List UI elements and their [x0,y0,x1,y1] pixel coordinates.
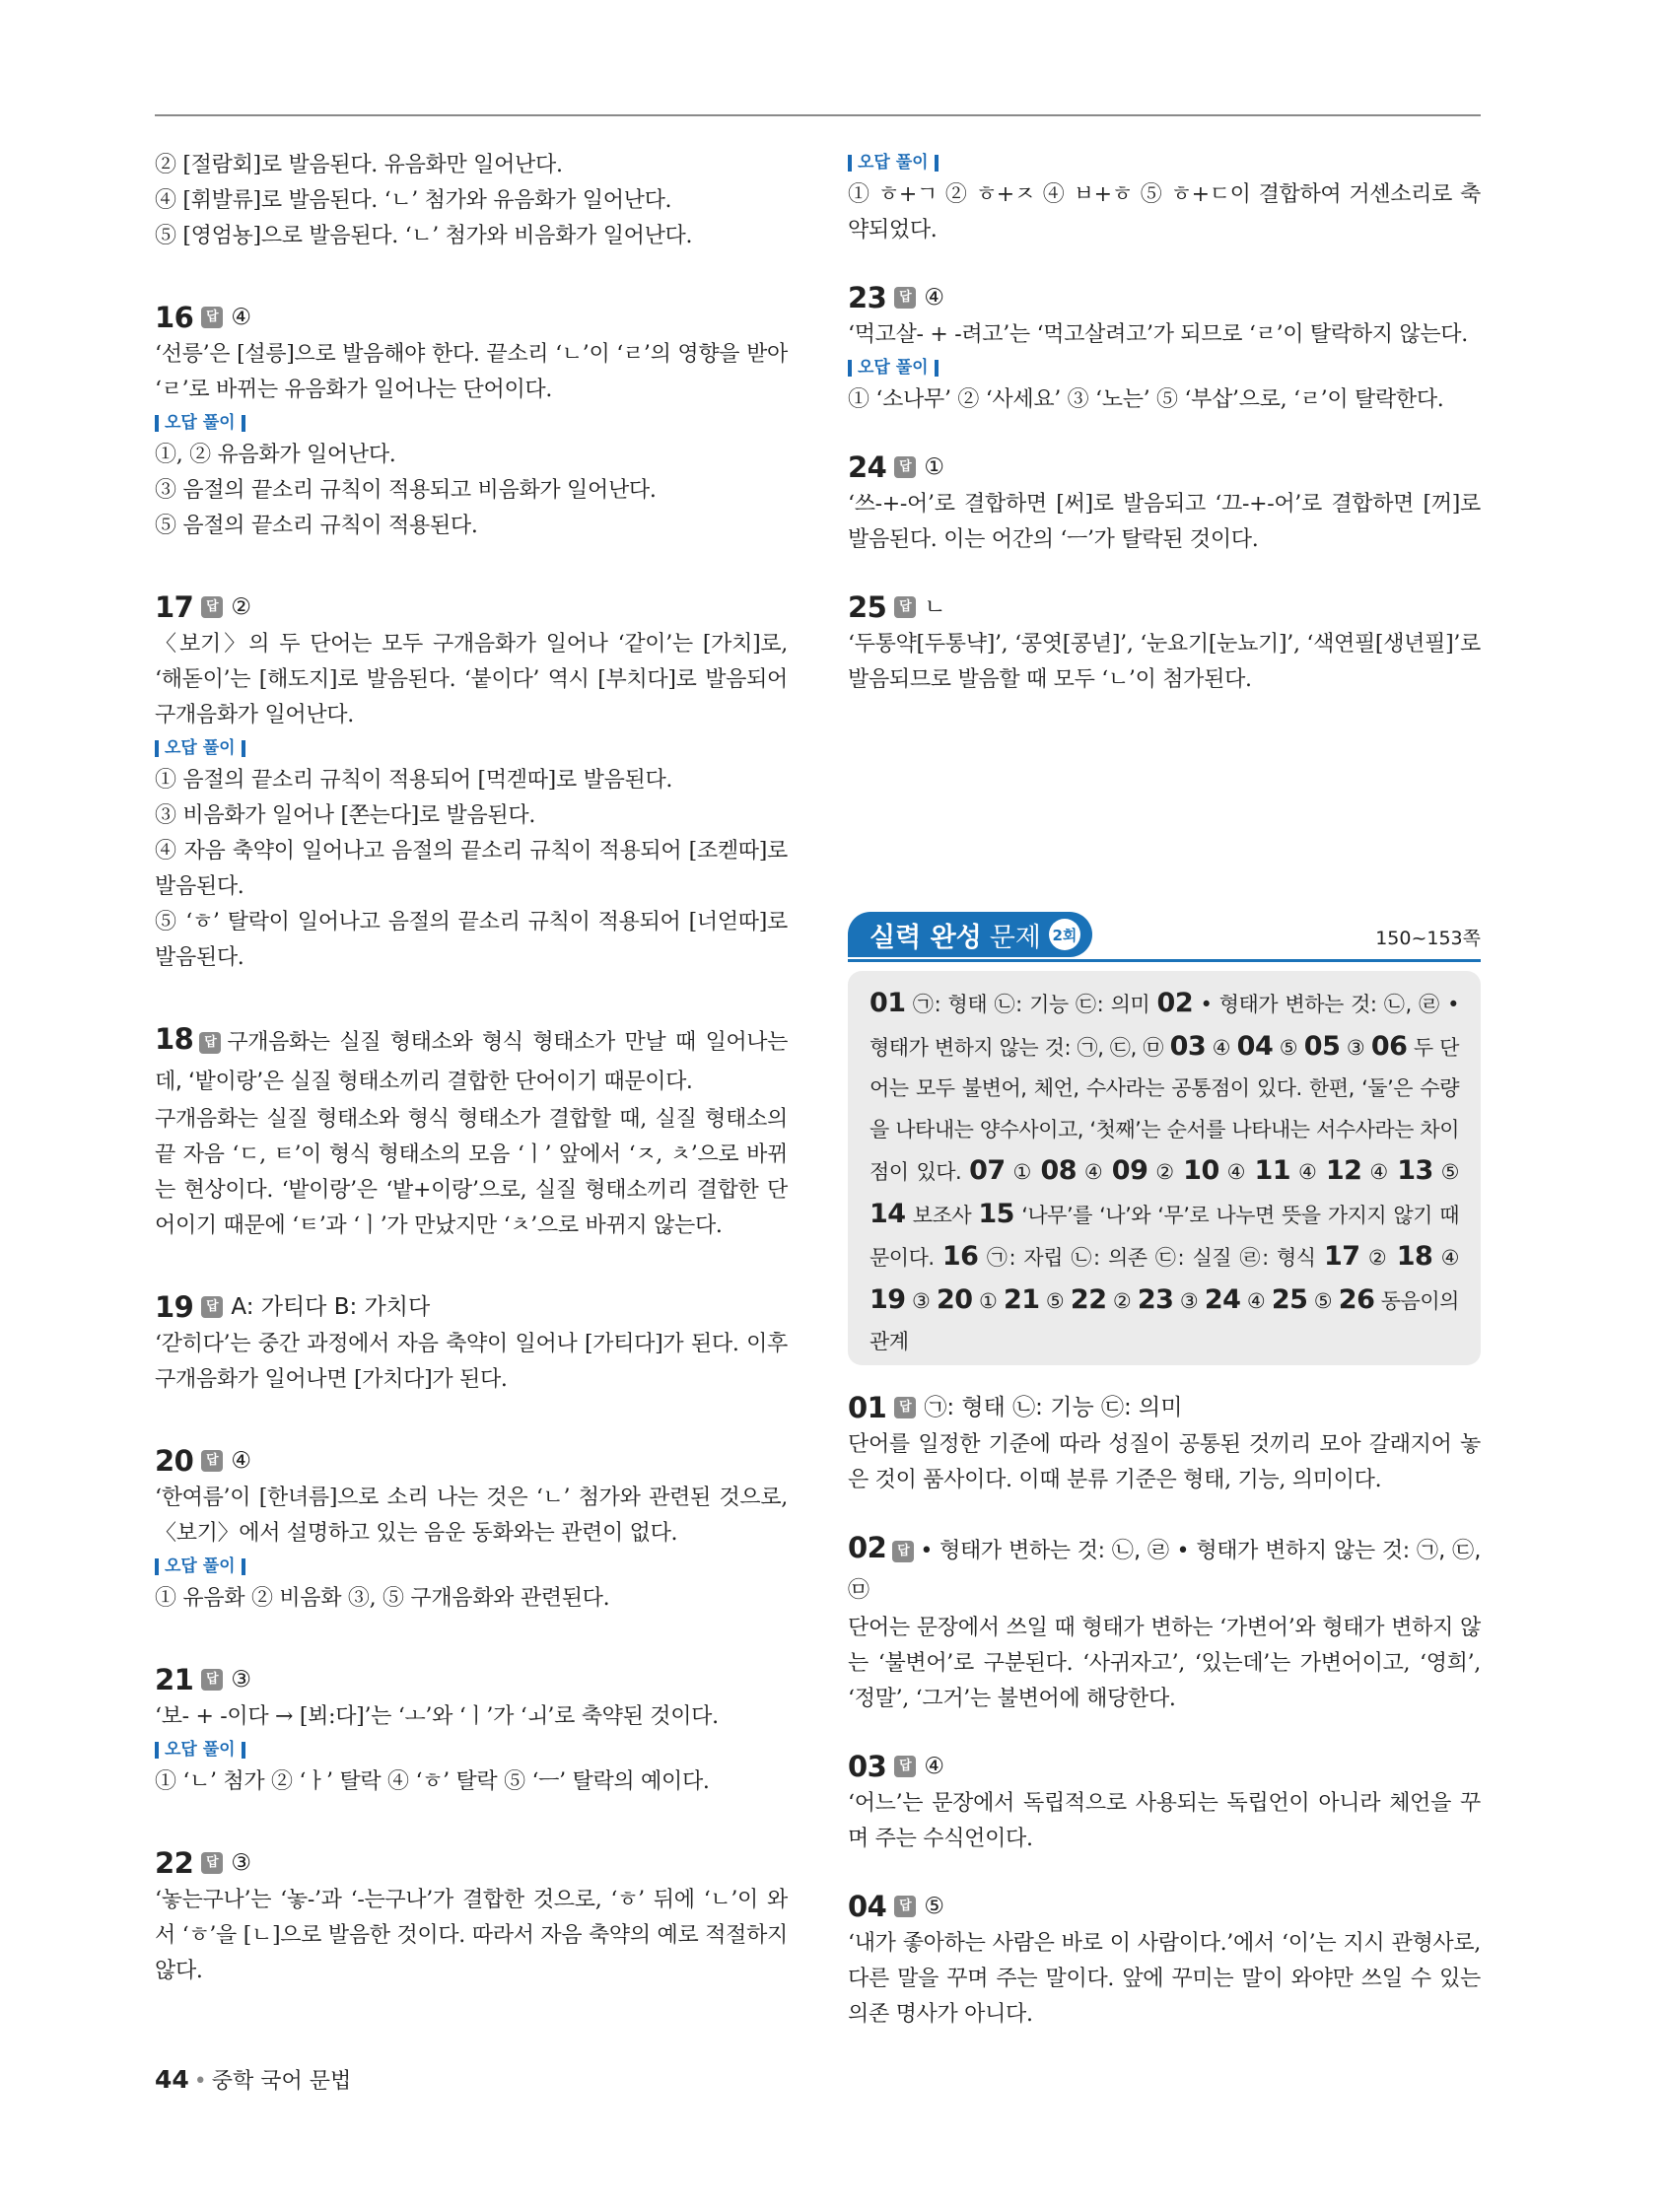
answer-badge: 답 [894,1397,916,1418]
question-18-header [155,1019,788,1102]
answer-badge: 답 [199,1032,221,1054]
answer-value: ③ [231,1850,251,1876]
wrong-answer-heading: 오답 풀이 [155,733,788,763]
wrong-answer-heading: 오답 풀이 [848,148,1481,177]
summary-item-number: 03 [1169,1030,1207,1062]
question-16-header [155,298,788,337]
summary-item-answer: ② [1359,1246,1397,1270]
explanation: ‘갇히다’는 중간 과정에서 자음 축약이 일어나 [가티다]가 된다. 이후 구개음화가 일어나면 [가치다]가 된다. [155,1332,788,1392]
summary-item-answer: ㉠: 형태 ㉡: 기능 ㉢: 의미 [905,993,1157,1016]
question-number: 22 [155,1846,194,1880]
answer-value: ㉠: 형태 ㉡: 기능 ㉢: 의미 [924,1395,1183,1420]
question-number: 24 [848,450,887,484]
explanation: 단어를 일정한 기준에 따라 성질이 공통된 것끼리 모아 갈래지어 놓은 것이 품사이다. 이때 분류 기준은 형태, 기능, 의미이다. [848,1432,1481,1492]
summary-item-answer: ⑤ [1039,1288,1071,1313]
heading-bar-icon [242,1742,245,1759]
explanation: 구개음화는 실질 형태소와 형식 형태소가 결합할 때, 실질 형태소의 끝 자음 ‘ㄷ, ㅌ’이 형식 형태소의 모음 ‘ㅣ’ 앞에서 ‘ㅈ, ㅊ’으로 바뀌는 현상이다. ‘밭이랑’은 ‘밭+이랑’으로, 실질 형태소끼리 결합한 단어이기 때문에 ‘ㅌ’과 ‘ㅣ’가 만났지만 ‘ㅊ’으로 바뀌지 않는다. [155,1107,788,1238]
answer-badge: 답 [894,1896,916,1917]
answer-summary [869,983,1459,1363]
round-badge: 2회 [1049,919,1080,950]
heading-bar-icon [155,1558,159,1575]
summary-item-number: 18 [1396,1241,1433,1272]
answer-badge: 답 [894,1756,916,1777]
summary-item-answer: ⑤ [1273,1035,1304,1060]
wrong-answer-line: ④ 자음 축약이 일어나고 음절의 끝소리 규칙이 적용되어 [조켇따]로 발음된다. [155,839,788,899]
summary-item-number: 06 [1370,1030,1408,1062]
heading-bar-icon [242,415,245,432]
summary-item-answer: ④ [1218,1160,1255,1184]
summary-item-number: 22 [1070,1283,1107,1315]
heading-bar-icon [935,155,939,172]
section-title-suffix: 문제 [989,922,1041,953]
summary-item-answer: ③ [1173,1288,1205,1313]
wrong-answer-line: ⑤ 음절의 끝소리 규칙이 적용된다. [155,514,478,538]
heading-bar-icon [155,1742,159,1759]
answer-badge: 답 [201,1669,223,1691]
summary-item-number: 13 [1397,1155,1433,1186]
summary-item-answer: ① [1005,1160,1041,1184]
question-17-header [155,588,788,627]
answer-badge: 답 [201,1296,223,1318]
question-number: 23 [848,281,887,314]
question-22-header [155,1843,788,1883]
explanation: ‘보- + -이다 → [뵈:다]’는 ‘ㅗ’와 ‘ㅣ’가 ‘ㅚ’로 축약된 것이다. [155,1704,719,1729]
book-title: 중학 국어 문법 [211,2069,352,2094]
question-number: 20 [155,1444,194,1478]
wrong-answer-line: ① 유음화 ② 비음화 ③, ⑤ 구개음화와 관련된다. [155,1586,610,1611]
top-rule [155,114,1481,116]
wrong-answer-line: ① 음절의 끝소리 규칙이 적용되어 [먹겓따]로 발음된다. [155,768,673,793]
answer-badge: 답 [894,287,916,309]
summary-item-answer: ⑤ [1432,1160,1460,1184]
answer-value: • 형태가 변하는 것: ㉡, ㉣ • 형태가 변하지 않는 것: ㉠, ㉢, ㉤ [848,1539,1481,1603]
summary-item-answer: ④ [1240,1288,1272,1313]
section-underline [848,959,1481,962]
right-column-lower [848,1388,1481,2033]
summary-item-number: 25 [1271,1283,1308,1315]
summary-item-number: 12 [1325,1155,1362,1186]
answer-value: ㄴ [924,594,946,620]
wrong-answer-line: ③ 음절의 끝소리 규칙이 적용되고 비음화가 일어난다. [155,478,657,503]
answer-badge: 답 [894,456,916,478]
explanation: 〈보기〉의 두 단어는 모두 구개음화가 일어나 ‘같이’는 [가치]로, ‘해돋이’는 [해도지]로 발음된다. ‘붙이다’ 역시 [부치다]로 발음되어 구개음화가 일어난다. [155,632,788,727]
separator-dot-icon: • [193,2069,207,2094]
summary-item-answer: • 형태가 변하는 것: ㉡, ㉣ • 형태가 변하지 않는 것: ㉠, ㉢, ㉤ [869,993,1459,1060]
heading-bar-icon [155,740,159,757]
explanation: ‘내가 좋아하는 사람은 바로 이 사람이다.’에서 ‘이’는 지시 관형사로, 다른 말을 꾸며 주는 말이다. 앞에 꾸미는 말이 와야만 쓰일 수 있는 의존 명사가 아니다. [848,1931,1481,2027]
answer-badge: 답 [201,1450,223,1472]
summary-item-answer: ④ [1077,1160,1112,1184]
summary-item-answer: ④ [1432,1246,1459,1270]
prev-answer-line: ④ [휘발류]로 발음된다. ‘ㄴ’ 첨가와 유음화가 일어난다. [155,188,672,213]
wrong-answer-heading: 오답 풀이 [848,353,1481,382]
heading-bar-icon [848,155,852,172]
summary-item-number: 15 [978,1198,1014,1229]
heading-bar-icon [155,415,159,432]
wrong-answer-heading: 오답 풀이 [155,1552,788,1581]
summary-item-number: 09 [1111,1155,1148,1186]
answer-value: ④ [231,305,251,330]
question-r04-header [848,1887,1481,1926]
page-footer [155,2064,351,2095]
summary-item-number: 21 [1003,1283,1040,1315]
prev-answer-line: ② [절람회]로 발음된다. 유음화만 일어난다. [155,153,563,177]
page-number: 44 [155,2065,189,2094]
question-number: 03 [848,1750,887,1783]
section-header [848,912,1481,961]
page-range: 150~153쪽 [1375,928,1481,949]
question-r03-header [848,1747,1481,1786]
summary-item-number: 17 [1323,1241,1360,1272]
question-20-header [155,1441,788,1481]
section-title-pill [848,912,1092,957]
question-number: 21 [155,1663,194,1696]
summary-item-answer: 동음이의 관계 [869,1288,1459,1353]
question-number: 19 [155,1290,194,1324]
summary-item-answer: ④ [1361,1160,1398,1184]
summary-item-answer: ‘나무’를 ‘나’와 ‘무’로 나누면 뜻을 가지지 않기 때문이다. [869,1203,1459,1270]
explanation: ‘두통약[두통냑]’, ‘콩엿[콩녇]’, ‘눈요기[눈뇨기]’, ‘색연필[생년필]’로 발음되므로 발음할 때 모두 ‘ㄴ’이 첨가된다. [848,632,1481,692]
explanation: ‘선릉’은 [설릉]으로 발음해야 한다. 끝소리 ‘ㄴ’이 ‘ㄹ’의 영향을 받아 ‘ㄹ’로 바뀌는 유음화가 일어나는 단어이다. [155,342,788,402]
summary-item-answer: 두 단어는 모두 불변어, 체언, 수사라는 공통점이 있다. 한편, ‘둘’은 수량을 나타내는 양수사이고, ‘첫째’는 순서를 나타내는 서수사라는 차이점이 있다. [869,1035,1459,1184]
wrong-answer-line: ⑤ ‘ㅎ’ 탈락이 일어나고 음절의 끝소리 규칙이 적용되어 [너얻따]로 발음된다. [155,910,788,970]
summary-item-number: 26 [1338,1283,1375,1315]
summary-item-number: 04 [1236,1030,1274,1062]
explanation: ‘쓰-+-어’로 결합하면 [써]로 발음되고 ‘끄-+-어’로 결합하면 [꺼]로 발음된다. 이는 어간의 ‘ㅡ’가 탈락된 것이다. [848,492,1481,552]
summary-item-answer: ④ [1206,1035,1237,1060]
question-number: 02 [848,1531,887,1564]
question-number: 17 [155,590,194,624]
answer-badge: 답 [894,596,916,618]
summary-item-number: 01 [869,988,906,1018]
summary-item-number: 11 [1254,1155,1291,1186]
prev-answer-line: ⑤ [영엄뇽]으로 발음된다. ‘ㄴ’ 첨가와 비음화가 일어난다. [155,224,693,248]
answer-summary-box [848,971,1481,1365]
summary-item-number: 16 [941,1241,979,1272]
wrong-answer-line: ①, ② 유음화가 일어난다. [155,443,396,467]
right-column [848,148,1481,698]
summary-item-number: 23 [1137,1283,1174,1315]
summary-item-answer: ② [1106,1288,1138,1313]
question-25-header [848,588,1481,627]
summary-item-answer: ② [1147,1160,1184,1184]
answer-value: ④ [231,1448,251,1474]
summary-item-answer: ③ [905,1288,937,1313]
summary-item-number: 02 [1156,988,1194,1018]
summary-item-number: 24 [1204,1283,1241,1315]
wrong-answer-heading: 오답 풀이 [155,408,788,438]
summary-item-answer: ㉠: 자립 ㉡: 의존 ㉢: 실질 ㉣: 형식 [978,1246,1324,1270]
question-r02-header [848,1528,1481,1611]
explanation: ‘먹고살- + -려고’는 ‘먹고살려고’가 되므로 ‘ㄹ’이 탈락하지 않는다. [848,322,1468,347]
heading-bar-icon [848,360,852,377]
answer-value: ① [924,454,944,480]
summary-item-number: 05 [1303,1030,1341,1062]
answer-value: A: 가티다 B: 가치다 [231,1294,431,1320]
section-title: 실력 완성 [869,922,982,953]
summary-item-number: 20 [936,1283,973,1315]
heading-bar-icon [935,360,939,377]
question-number: 18 [155,1022,194,1056]
answer-value: ④ [924,1754,944,1779]
answer-value: 구개음화는 실질 형태소와 형식 형태소가 만날 때 일어나는데, ‘밭이랑’은 실질 형태소끼리 결합한 단어이기 때문이다. [155,1030,788,1094]
explanation: ‘한여름’이 [한녀름]으로 소리 나는 것은 ‘ㄴ’ 첨가와 관련된 것으로, 〈보기〉에서 설명하고 있는 음운 동화와는 관련이 없다. [155,1486,788,1546]
summary-item-number: 10 [1183,1155,1219,1186]
heading-bar-icon [242,740,245,757]
answer-value: ② [231,594,251,620]
summary-item-number: 19 [869,1283,906,1315]
wrong-answer-heading: 오답 풀이 [155,1735,788,1764]
question-number: 01 [848,1391,887,1424]
summary-item-number: 07 [969,1155,1006,1186]
answer-badge: 답 [892,1541,914,1562]
answer-value: ⑤ [924,1894,944,1919]
summary-item-answer: ① [972,1288,1004,1313]
explanation: ‘놓는구나’는 ‘놓-’과 ‘-는구나’가 결합한 것으로, ‘ㅎ’ 뒤에 ‘ㄴ’이 와서 ‘ㅎ’을 [ㄴ]으로 발음한 것이다. 따라서 자음 축약의 예로 적절하지 않다. [155,1888,788,1983]
explanation: 단어는 문장에서 쓰일 때 형태가 변하는 ‘가변어’와 형태가 변하지 않는 ‘불변어’로 구분된다. ‘사귀자고’, ‘있는데’는 가변어이고, ‘영희’, ‘정말’, ‘그거’는 불변어에 해당한다. [848,1616,1481,1711]
summary-item-number: 08 [1040,1155,1078,1186]
question-19-header [155,1287,788,1327]
wrong-answer-line: ③ 비음화가 일어나 [쫀는다]로 발음된다. [155,803,536,828]
summary-item-answer: ③ [1340,1035,1371,1060]
question-r01-header [848,1388,1481,1427]
question-number: 16 [155,301,194,334]
summary-item-number: 14 [869,1198,906,1229]
question-23-header [848,278,1481,317]
answer-badge: 답 [201,1852,223,1874]
question-24-header [848,448,1481,487]
question-number: 25 [848,590,887,624]
answer-value: ④ [924,285,944,311]
summary-item-answer: 보조사 [905,1203,979,1227]
summary-item-answer: ⑤ [1307,1288,1339,1313]
wrong-answer-line: ① ‘ㄴ’ 첨가 ② ‘ㅏ’ 탈락 ④ ‘ㅎ’ 탈락 ⑤ ‘ㅡ’ 탈락의 예이다. [155,1769,710,1794]
question-21-header [155,1660,788,1699]
answer-badge: 답 [201,307,223,328]
summary-item-answer: ④ [1290,1160,1326,1184]
wrong-answer-line: ① ㅎ+ㄱ ② ㅎ+ㅈ ④ ㅂ+ㅎ ⑤ ㅎ+ㄷ이 결합하여 거센소리로 축약되었다. [848,182,1481,242]
question-number: 04 [848,1890,887,1923]
answer-badge: 답 [201,596,223,618]
left-column [155,148,788,1989]
answer-value: ③ [231,1667,251,1693]
explanation: ‘어느’는 문장에서 독립적으로 사용되는 독립언이 아니라 체언을 꾸며 주는 수식언이다. [848,1791,1481,1851]
wrong-answer-line: ① ‘소나무’ ② ‘사세요’ ③ ‘노는’ ⑤ ‘부삽’으로, ‘ㄹ’이 탈락한다. [848,387,1444,412]
heading-bar-icon [242,1558,245,1575]
